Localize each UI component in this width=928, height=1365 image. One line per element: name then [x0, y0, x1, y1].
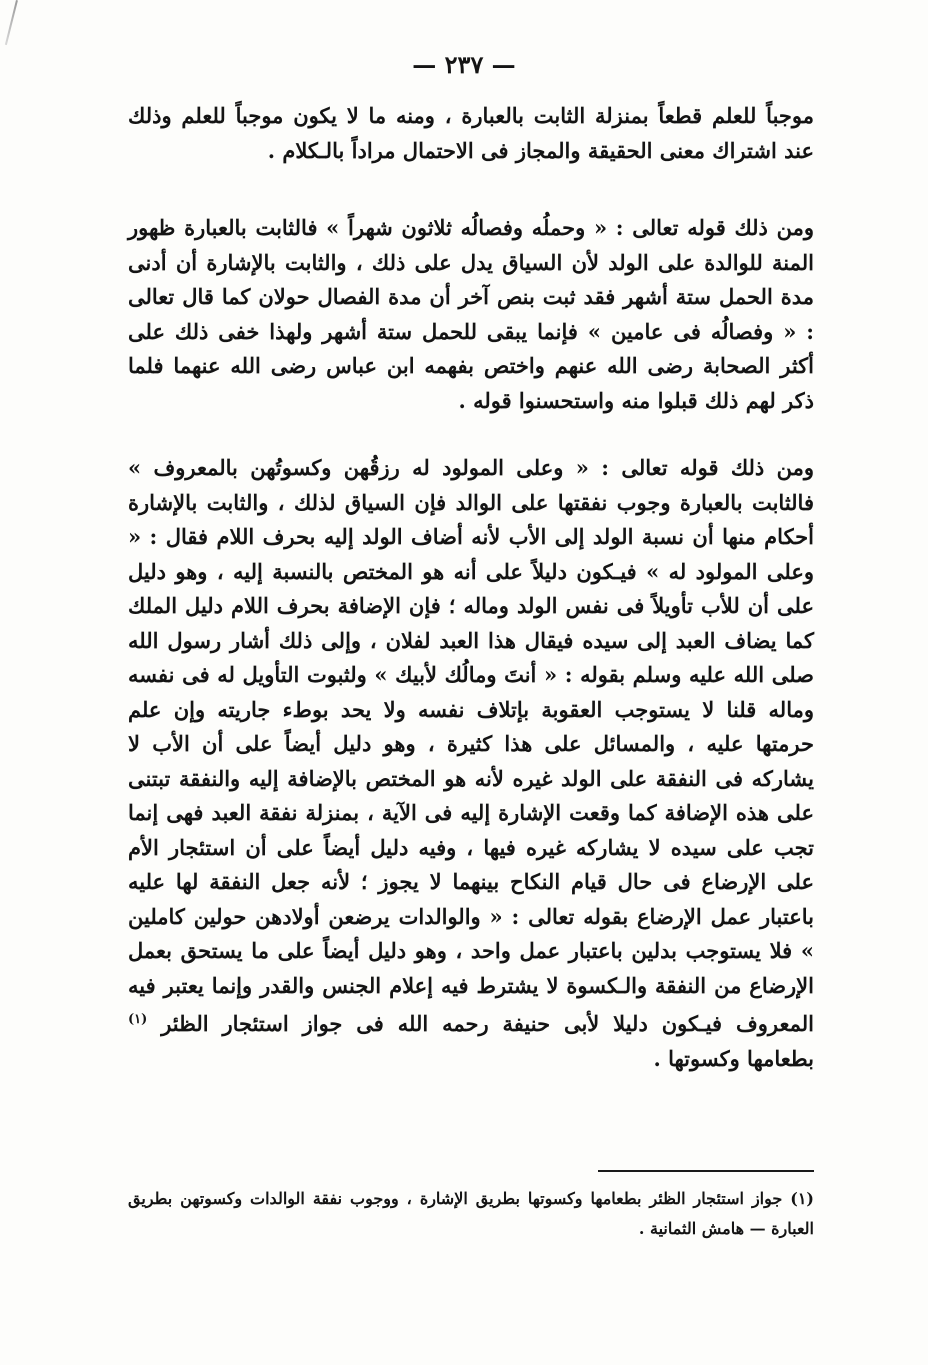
- footnote-divider: [598, 1170, 814, 1172]
- footnote: (١) جواز استئجار الظئر بطعامها وكسوتها بطريق الإشارة ، ووجوب نفقة الوالدات وكسوتهن بطريق العبارة — هامش الثمانية .: [128, 1189, 814, 1238]
- scan-artifact-line: [5, 0, 18, 45]
- paragraph-3-ending: بطعامها وكسوتها .: [653, 1045, 814, 1071]
- paragraph-2: ومن ذلك قوله تعالى : « وحملُه وفصالُه ثلاثون شهراً » فالثابت بالعبارة ظهور المنة للوالدة على الولد لأن السياق يدل على ذلك ، والثابت بالإشارة أن أدنى مدة الحمل ستة أشهر فقد ثبت بنص آخر أن مدة الفصال حولان كما قال تعالى : « وفصالُه فى عامين » فإنما يبقى للحمل ستة أشهر ولهذا خفى ذلك على أكثر الصحابة رضى الله عنهم واختص بفهمه ابن عباس رضى الله عنهما فلما ذكر لهم ذلك قبلوا منه واستحسنوا قوله .: [128, 215, 814, 413]
- paragraph-1: موجباً للعلم قطعاً بمنزلة الثابت بالعبارة ، ومنه ما لا يكون موجباً للعلم وذلك عند اشتراك معنى الحقيقة والمجاز فى الاحتمال مراداً بالـكلام .: [128, 103, 814, 163]
- paragraph-3: [128, 451, 814, 1076]
- footnote-reference: (١): [128, 1012, 148, 1027]
- page-number: — ٢٣٧ —: [412, 50, 516, 79]
- paragraph-3-text: ومن ذلك قوله تعالى : « وعلى المولود له رزقُهن وكسوتُهن بالمعروف » فالثابت بالعبارة وجوب نفقتها على الوالد فإن السياق لذلك ، والثابت بالإشارة أحكام منها أن نسبة الولد إلى الأب لأنه أضاف الولد إليه بحرف اللام فقال : « وعلى المولود له » فيـكون دليلاً على أنه هو المختص بالنسبة إليه ، وهو دليل على أن للأب تأويلاً فى نفس الولد وماله ؛ فإن الإضافة بحرف اللام دليل الملك كما يضاف العبد إلى سيده فيقال هذا العبد لفلان ، وإلى ذلك أشار رسول الله صلى الله عليه وسلم بقوله : « أنتَ ومالُك لأبيك » ولثبوت التأويل له فى نفسه وماله قلنا لا يستوجب العقوبة بإتلاف نفسه ولا يحد بوطء جاريته وإن علم حرمتها عليه ، والمسائل على هذا كثيرة ، وهو دليل أيضاً على أن الأب لا يشاركه فى النفقة على الولد غيره لأنه هو المختص بالإضافة إليه والنفقة تبتنى على هذه الإضافة كما وقعت الإشارة إليه فى الآية ، بمنزلة نفقة العبد فهى إنما تجب على سيده لا يشاركه غيره فيها ، وفيه دليل أيضاً على أن استئجار الأم على الإرضاع فى حال قيام النكاح بينهما لا يجوز ؛ لأنه جعل النفقة لها عليه باعتبار عمل الإرضاع بقوله تعالى : « والوالدات يرضعن أولادهن حولين كاملين » فلا يستوجب بدلين باعتبار عمل واحد ، وهو دليل أيضاً على ما يستحق بعمل الإرضاع من النفقة والـكسوة لا يشترط فيه إعلام الجنس والقدر وإنما يعتبر فيه المعروف فيـكون دليلا لأبى حنيفة رحمه الله فى جواز استئجار الظئر: [128, 455, 814, 1036]
